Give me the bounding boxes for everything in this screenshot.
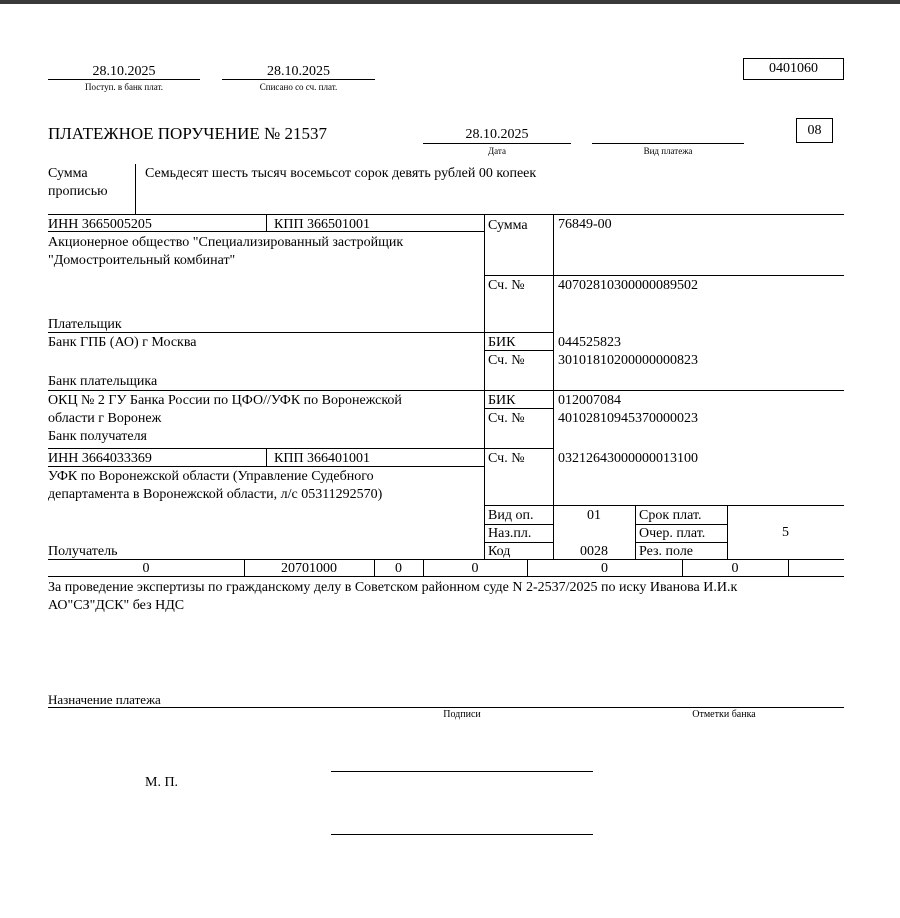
payer-inn: ИНН 3665005205 — [48, 217, 152, 232]
divider — [788, 559, 789, 576]
received-date: 28.10.2025 — [92, 64, 156, 79]
divider — [48, 214, 844, 215]
tax-field-doc-date: 0 — [731, 561, 739, 576]
code-label: Код — [488, 544, 511, 559]
debited-date: 28.10.2025 — [267, 64, 330, 79]
op-type: 01 — [587, 508, 601, 523]
bank-marks-label: Отметки банка — [692, 709, 756, 720]
stamp-label: М. П. — [145, 775, 179, 790]
tax-field-period: 0 — [471, 561, 479, 576]
payer-kpp: КПП 366501001 — [274, 217, 371, 232]
payer-bank-account-label: Сч. № — [488, 353, 525, 368]
payer-account-label: Сч. № — [488, 278, 525, 293]
divider — [48, 79, 200, 80]
order-date-label: Дата — [488, 146, 506, 156]
signature-line-2 — [331, 834, 593, 835]
status-code: 08 — [796, 118, 833, 143]
payer-bank-account: 30101810200000000823 — [558, 353, 698, 368]
payee-kpp: КПП 366401001 — [274, 451, 371, 466]
payee-bank-label: Банк получателя — [48, 429, 147, 444]
divider — [48, 332, 553, 333]
divider — [48, 448, 553, 449]
payee-bank-name-1: ОКЦ № 2 ГУ Банка России по ЦФО//УФК по Воронежской — [48, 393, 402, 408]
divider — [266, 448, 267, 466]
amount-label: Сумма — [488, 218, 528, 233]
received-date-label: Поступ. в банк плат. — [85, 82, 163, 92]
payer-name-1: Акционерное общество "Специализированный застройщик — [48, 235, 404, 250]
payee-bank-bik-label: БИК — [488, 393, 516, 408]
payer-name-2: "Домостроительный комбинат" — [48, 253, 236, 268]
payee-account-label: Сч. № — [488, 451, 525, 466]
priority-label: Очер. плат. — [639, 526, 706, 541]
reserve-label: Рез. поле — [639, 544, 694, 559]
payer-account: 40702810300000089502 — [558, 278, 698, 293]
divider — [48, 390, 844, 391]
payer-label: Плательщик — [48, 317, 122, 332]
payer-bank-bik-label: БИК — [488, 335, 516, 350]
divider — [222, 79, 375, 80]
payee-account: 03212643000000013100 — [558, 451, 698, 466]
order-date: 28.10.2025 — [465, 127, 529, 142]
divider — [48, 707, 844, 708]
payer-bank-bik: 044525823 — [558, 335, 621, 350]
divider — [135, 164, 136, 214]
amount-value: 76849-00 — [558, 217, 612, 232]
payer-bank-name: Банк ГПБ (АО) г Москва — [48, 335, 197, 350]
payee-name-1: УФК по Воронежской области (Управление Судебного — [48, 469, 374, 484]
op-type-label: Вид оп. — [488, 508, 534, 523]
amount-words-label-2: прописью — [48, 184, 108, 199]
divider — [484, 505, 844, 506]
payee-label: Получатель — [48, 544, 118, 559]
payment-purpose-1: За проведение экспертизы по гражданскому делу в Советском районном суде N 2-2537/2025 по иску Иванова И.И.к — [48, 580, 738, 595]
payer-bank-label: Банк плательщика — [48, 374, 158, 389]
payee-name-2: департамента в Воронежской области, л/с 05311292570) — [48, 487, 383, 502]
tax-field-doc-number: 0 — [601, 561, 608, 576]
signatures-label: Подписи — [443, 709, 481, 720]
priority: 5 — [782, 525, 789, 540]
debited-date-label: Списано со сч. плат. — [259, 82, 338, 92]
divider — [484, 275, 844, 276]
payee-bank-account: 40102810945370000023 — [558, 411, 698, 426]
divider — [635, 505, 636, 559]
divider — [484, 214, 485, 559]
code: 0028 — [580, 544, 608, 559]
amount-words-label-1: Сумма — [48, 166, 88, 181]
purpose-code-label: Наз.пл. — [488, 526, 532, 541]
term-label: Срок плат. — [639, 508, 702, 523]
tax-field-basis: 0 — [395, 561, 402, 576]
form-code: 0401060 — [743, 58, 844, 80]
amount-in-words: Семьдесят шесть тысяч восемьсот сорок девять рублей 00 копеек — [145, 166, 537, 181]
payee-bank-account-label: Сч. № — [488, 411, 525, 426]
divider — [423, 143, 571, 144]
payment-type-label: Вид платежа — [643, 146, 693, 156]
payee-bank-bik: 012007084 — [558, 393, 621, 408]
payee-inn: ИНН 3664033369 — [48, 451, 152, 466]
window-top-bar — [0, 0, 900, 4]
payee-bank-name-2: области г Воронеж — [48, 411, 162, 426]
payment-purpose-2: АО"СЗ"ДСК" без НДС — [48, 598, 185, 613]
tax-field-oktmo: 20701000 — [281, 561, 337, 576]
signature-line-1 — [331, 771, 593, 772]
divider — [592, 143, 744, 144]
tax-field-status: 0 — [142, 561, 150, 576]
divider — [266, 214, 267, 231]
payment-purpose-label: Назначение платежа — [48, 692, 161, 707]
page-title: ПЛАТЕЖНОЕ ПОРУЧЕНИЕ № 21537 — [48, 124, 327, 143]
